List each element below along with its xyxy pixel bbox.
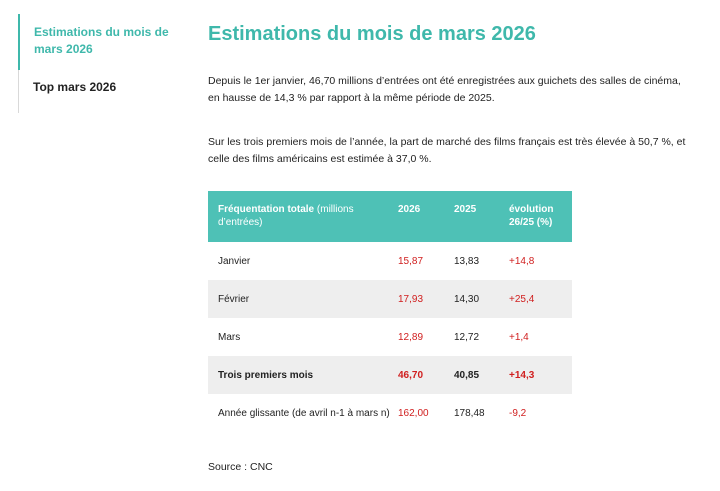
value-2025: 13,83 [454, 255, 480, 267]
value-2025: 178,48 [454, 407, 485, 419]
row-label: Année glissante (de avril n-1 à mars n) [218, 407, 390, 419]
table-header-row [208, 191, 572, 242]
table-row [208, 242, 572, 280]
value-evolution: +14,3 [509, 356, 572, 394]
value-2026: 15,87 [398, 255, 424, 267]
value-evolution: -9,2 [509, 407, 527, 419]
header-evolution: évolution 26/25 (%) [509, 191, 572, 242]
value-evolution: +14,8 [509, 255, 535, 267]
value-evolution: +1,4 [509, 331, 529, 343]
table-row [208, 318, 572, 356]
table-row [208, 280, 572, 318]
value-2026: 17,93 [398, 280, 454, 318]
header-2026: 2026 [398, 191, 454, 242]
row-label: Trois premiers mois [208, 356, 398, 394]
page-title: Estimations du mois de mars 2026 [208, 23, 536, 45]
market-share-paragraph: Sur les trois premiers mois de l’année, la part de marché des films français est très élevée à 50,7 %, et celle des films américains est estimée à 37,0 %. [208, 136, 686, 165]
sidebar-item-estimations[interactable]: Estimations du mois de mars 2026 [18, 14, 186, 70]
sidebar-item-top[interactable]: Top mars 2026 [18, 70, 186, 113]
value-evolution: +25,4 [509, 280, 572, 318]
table-row-total [208, 356, 572, 394]
intro-paragraph: Depuis le 1er janvier, 46,70 millions d’entrées ont été enregistrées aux guichets des salles de cinéma, en hausse de 14,3 % par rapport à la même période de 2025. [208, 75, 681, 104]
header-2025: 2025 [454, 191, 509, 242]
header-attendance-bold: Fréquentation totale [218, 204, 315, 215]
value-2026: 162,00 [398, 407, 429, 419]
value-2025: 12,72 [454, 331, 480, 343]
source-note: Source : CNC [208, 461, 273, 473]
header-attendance-unit: (millions d’entrées) [218, 204, 354, 228]
value-2025: 14,30 [454, 280, 509, 318]
row-label: Mars [218, 331, 241, 343]
sidebar [18, 14, 186, 113]
table-row [208, 394, 572, 432]
value-2025: 40,85 [454, 356, 509, 394]
attendance-table [208, 191, 572, 432]
row-label: Janvier [218, 255, 251, 267]
value-2026: 12,89 [398, 331, 424, 343]
row-label: Février [208, 280, 398, 318]
header-attendance [208, 191, 398, 242]
value-2026: 46,70 [398, 356, 454, 394]
